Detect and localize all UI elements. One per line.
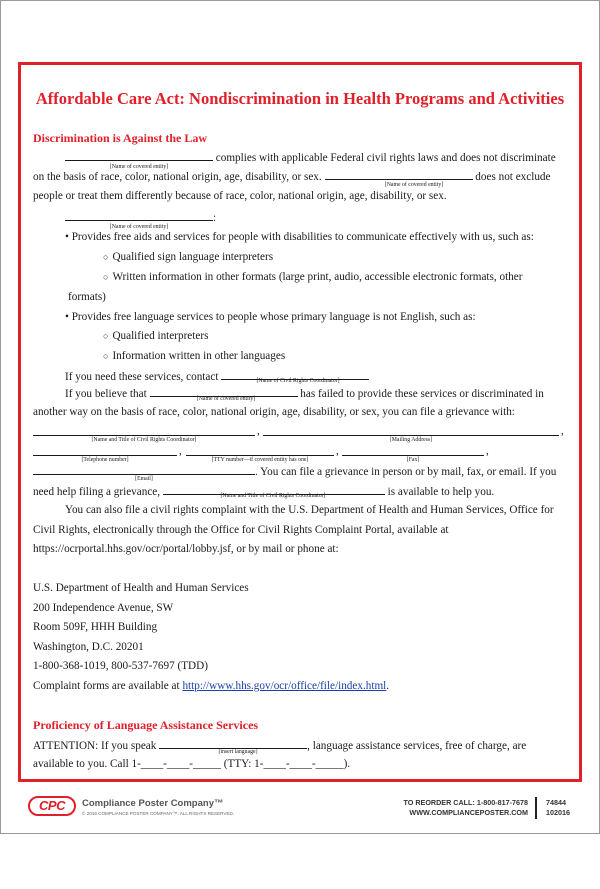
mailing-address-blank [263, 435, 559, 436]
cpc-logo: CPC [28, 796, 76, 816]
complaint-forms-line: Complaint forms are available at http://www.hhs.gov/ocr/office/file/index.html. [33, 680, 390, 692]
address-line-1: U.S. Department of Health and Human Services [33, 582, 249, 594]
paragraph-line-1: complies with applicable Federal civil rights laws and does not discriminate [65, 150, 556, 165]
tty-blank [186, 455, 334, 456]
email-blank [33, 464, 255, 475]
sub-item-other-languages: ○ Information written in other languages [103, 350, 286, 362]
bullet-aids: • Provides free aids and services for people with disabilities to communicate effectively with us, such as: [65, 231, 534, 243]
caption-fax: [Fax] [406, 457, 420, 463]
sub-item-sign-language: ○ Qualified sign language interpreters [103, 251, 274, 263]
call-line: available to you. Call 1-____-____-_____ (TTY: 1-____-____-_____). [33, 758, 351, 770]
address-phone: 1-800-368-1019, 800-537-7697 (TDD) [33, 660, 208, 672]
caption-covered-entity-2: [Name of covered entity] [384, 182, 444, 188]
need-services-line: If you need these services, contact [65, 369, 369, 384]
address-line-2: 200 Independence Avenue, SW [33, 602, 174, 614]
caption-name-title: [Name and Title of Civil Rights Coordinator] [91, 437, 197, 443]
name-title-blank [33, 435, 255, 436]
sub-item-written-info-cont: formats) [68, 291, 106, 303]
paragraph-line-2: on the basis of race, color, national origin, age, disability, or sex. does not exclude [33, 171, 551, 183]
fax-blank [342, 455, 484, 456]
caption-email: [Email] [135, 476, 153, 482]
sub-item-interpreters: ○ Qualified interpreters [103, 330, 209, 342]
poster-codes [546, 798, 570, 818]
caption-language: [insert language] [218, 749, 258, 755]
sub-item-written-info: ○ Written information in other formats (large print, audio, accessible electronic formats, other [103, 271, 523, 283]
caption-telephone: [Telephone number] [81, 457, 129, 463]
help-line: need help filing a grievance, is available to help you. [33, 486, 495, 498]
attention-line: ATTENTION: If you speak , language assistance services, free of charge, are [33, 740, 527, 752]
bullet-language-services: • Provides free language services to people whose primary language is not English, such as: [65, 311, 476, 323]
believe-line-cont: another way on the basis of race, color, national origin, age, disability, or sex, you can file a grievance with: [33, 406, 515, 418]
caption-covered-entity: [Name of covered entity] [109, 164, 169, 170]
caption-tty: [TTY number—if covered entity has one] [211, 457, 309, 463]
brand-name: Compliance Poster Company™ [82, 798, 224, 809]
email-line: . You can file a grievance in person or by mail, fax, or email. If you [33, 464, 556, 479]
section-heading-discrimination: Discrimination is Against the Law [33, 131, 208, 145]
language-blank [159, 738, 307, 749]
covered-entity-blank-2 [325, 169, 473, 180]
footer [0, 790, 600, 834]
complaint-forms-link[interactable]: http://www.hhs.gov/ocr/office/file/index.html [182, 680, 387, 692]
poster-code: 74844 [546, 798, 566, 807]
hhs-line-1: You can also file a civil rights complaint with the U.S. Department of Health and Human Services, Office for [65, 504, 554, 516]
page-title: Affordable Care Act: Nondiscrimination in Health Programs and Activities [35, 89, 565, 108]
address-line-3: Room 509F, HHH Building [33, 621, 158, 633]
believe-line: If you believe that has failed to provide these services or discriminated in [65, 388, 544, 400]
comma-5: , [486, 445, 489, 457]
reorder-phone: TO REORDER CALL: 1-800-817-7678 [403, 798, 528, 807]
footer-divider [535, 797, 537, 819]
copyright: © 2016 COMPLIANCE POSTER COMPANY™. ALL RIGHTS RESERVED. [82, 811, 235, 816]
website: WWW.COMPLIANCEPOSTER.COM [409, 808, 528, 817]
comma-3: , [179, 445, 182, 457]
reorder-info [404, 798, 529, 818]
covered-entity-blank-3 [65, 210, 213, 221]
caption-name-title-2: [Name and Title of Civil Rights Coordinator] [220, 493, 326, 499]
caption-covered-entity-4: [Name of covered entity] [196, 396, 256, 402]
hhs-line-3: https://ocrportal.hhs.gov/ocr/portal/lobby.jsf, or by mail or phone at: [33, 543, 339, 555]
section-heading-language: Proficiency of Language Assistance Services [33, 718, 259, 732]
caption-covered-entity-3: [Name of covered entity] [109, 224, 169, 230]
covered-entity-blank [65, 150, 213, 161]
paragraph-line-3: people or treat them differently because of race, color, national origin, age, disability, or sex. [33, 190, 447, 202]
comma-4: , [336, 445, 339, 457]
caption-mailing: [Mailing Address] [389, 437, 433, 443]
address-line-4: Washington, D.C. 20201 [33, 641, 144, 653]
hhs-line-2: Civil Rights, electronically through the Office for Civil Rights Complaint Portal, available at [33, 524, 449, 536]
paragraph-line-4: : [65, 210, 216, 225]
revision-code: 102016 [546, 808, 570, 817]
telephone-blank [33, 455, 177, 456]
comma-2: , [561, 425, 564, 437]
comma-1: , [257, 425, 260, 437]
caption-coordinator: [Name of Civil Rights Coordinator] [256, 378, 340, 384]
